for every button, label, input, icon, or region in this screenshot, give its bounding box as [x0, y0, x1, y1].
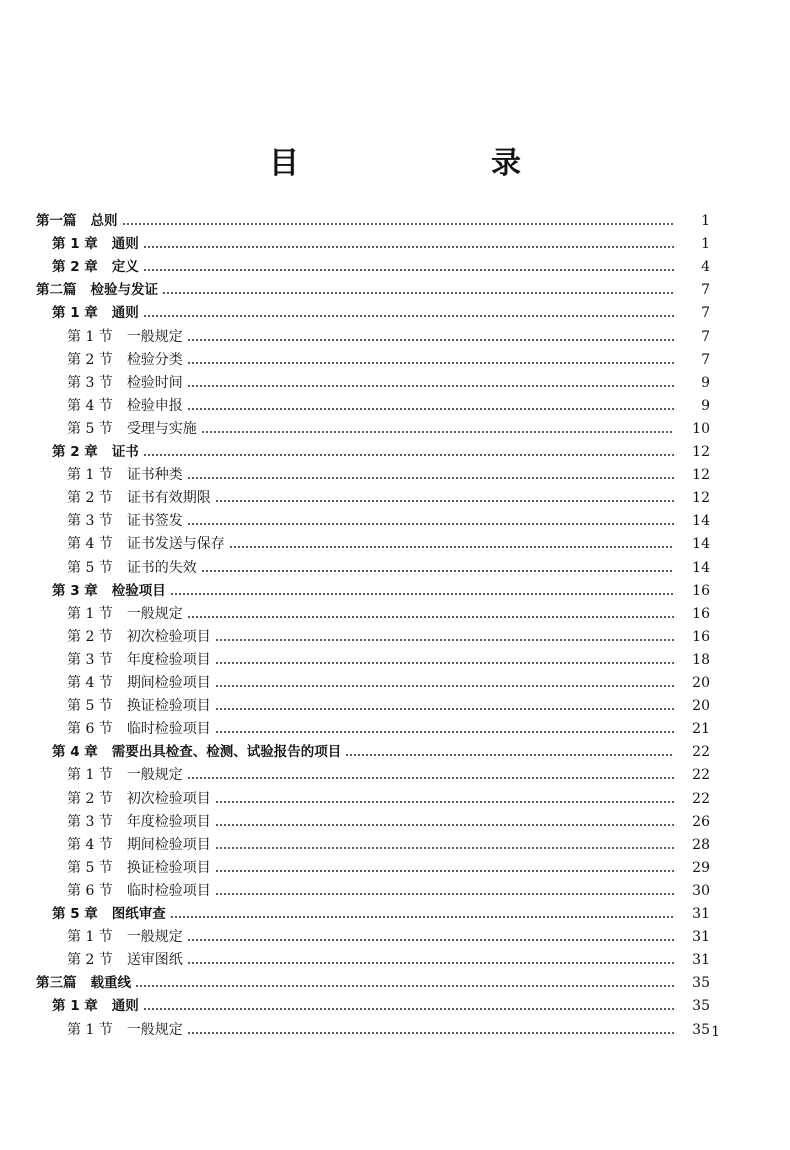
- toc-entry-page: 18: [692, 651, 710, 668]
- toc-entry-label: [67, 1019, 183, 1041]
- dot-leader: [143, 1008, 674, 1010]
- toc-entry-number: 第 4 节: [67, 836, 113, 853]
- toc-entry-page: 14: [692, 536, 710, 553]
- toc-entry-number: 第 2 节: [67, 628, 113, 645]
- toc-entry-number: 第 1 章: [52, 236, 98, 253]
- toc-entry-label: [52, 302, 139, 324]
- toc-entry-number: 第 5 节: [67, 559, 113, 576]
- toc-entry-part[interactable]: [0, 210, 790, 232]
- dot-leader: [187, 939, 674, 941]
- toc-entry-page: 30: [692, 882, 710, 899]
- toc-entry-part[interactable]: [0, 279, 790, 301]
- toc-entry-label: [67, 372, 183, 394]
- toc-entry-section[interactable]: [0, 533, 790, 555]
- toc-entry-section[interactable]: [0, 764, 790, 786]
- dot-leader: [187, 777, 674, 779]
- toc-entry-section[interactable]: [0, 510, 790, 532]
- toc-entry-number: 第 5 节: [67, 420, 113, 437]
- toc-entry-title: 一般规定: [126, 328, 183, 345]
- toc-entry-page: 28: [692, 836, 710, 853]
- toc-entry-section[interactable]: [0, 788, 790, 810]
- toc-entry-number: 第 2 章: [52, 444, 98, 460]
- toc-entry-section[interactable]: [0, 672, 790, 694]
- dot-leader: [201, 431, 674, 433]
- toc-entry-title: 通则: [111, 305, 139, 322]
- toc-entry-section[interactable]: [0, 395, 790, 417]
- toc-entry-section[interactable]: [0, 349, 790, 371]
- toc-entry-number: 第 3 节: [67, 374, 113, 391]
- toc-entry-page: 1: [701, 236, 710, 253]
- dot-leader: [143, 454, 674, 456]
- toc-entry-title: 临时检验项目: [126, 721, 211, 738]
- toc-entry-number: 第 1 节: [67, 605, 113, 622]
- toc-entry-label: [67, 649, 211, 671]
- toc-entry-number: 第 1 节: [67, 929, 113, 946]
- toc-entry-number: 第 1 节: [67, 467, 113, 484]
- toc-entry-section[interactable]: [0, 949, 790, 971]
- dot-leader: [187, 339, 674, 341]
- toc-entry-page: 20: [692, 698, 710, 715]
- toc-entry-title: 临时检验项目: [126, 882, 211, 899]
- toc-entry-section[interactable]: [0, 811, 790, 833]
- toc-entry-label: [67, 603, 183, 625]
- toc-entry-number: 第 5 章: [52, 906, 98, 922]
- toc-entry-title: 载重线: [90, 975, 131, 992]
- toc-entry-title: 证书种类: [126, 467, 183, 484]
- toc-entry-label: [67, 349, 183, 371]
- toc-entry-label: [67, 764, 183, 786]
- toc-entry-section[interactable]: [0, 718, 790, 740]
- toc-entry-chapter[interactable]: [0, 256, 790, 278]
- toc-entry-label: [52, 741, 341, 763]
- toc-entry-title: 换证检验项目: [126, 859, 211, 876]
- toc-entry-number: 第 1 章: [52, 305, 98, 322]
- toc-entry-page: 14: [692, 513, 710, 530]
- toc-entry-title: 检验分类: [126, 351, 183, 368]
- toc-entry-page: 21: [692, 721, 710, 738]
- dot-leader: [187, 962, 674, 964]
- toc-entry-label: [67, 557, 197, 579]
- toc-entry-number: 第 1 节: [67, 328, 113, 345]
- toc-entry-section[interactable]: [0, 649, 790, 671]
- dot-leader: [215, 662, 674, 664]
- dot-leader: [215, 801, 674, 803]
- toc-entry-number: 第 2 节: [67, 790, 113, 807]
- dot-leader: [187, 385, 674, 387]
- dot-leader: [345, 754, 674, 756]
- toc-entry-label: [52, 580, 166, 602]
- toc-entry-number: 第 4 节: [67, 675, 113, 691]
- toc-entry-label: [52, 903, 166, 925]
- dot-leader: [187, 477, 674, 479]
- toc-entry-number: 第 3 节: [67, 651, 113, 668]
- toc-entry-section[interactable]: [0, 695, 790, 717]
- toc-entry-title: 图纸审查: [111, 906, 166, 922]
- toc-entry-number: 第 3 节: [67, 813, 113, 830]
- toc-entry-page: 22: [692, 744, 710, 761]
- dot-leader: [215, 685, 674, 687]
- toc-entry-title: 年度检验项目: [126, 813, 211, 830]
- dot-leader: [187, 523, 674, 525]
- toc-entry-title: 期间检验项目: [126, 675, 211, 691]
- toc-entry-number: 第 4 节: [67, 536, 113, 553]
- toc-entry-title: 证书签发: [126, 513, 183, 530]
- toc-entry-title: 送审图纸: [126, 952, 183, 969]
- toc-entry-page: 35: [692, 1021, 710, 1038]
- toc-entry-label: [67, 533, 225, 555]
- toc-entry-number: 第三篇: [36, 975, 77, 992]
- dot-leader: [215, 639, 674, 641]
- toc-entry-label: [67, 418, 197, 440]
- toc-entry-number: 第 4 章: [52, 744, 98, 761]
- toc-entry-label: [67, 695, 211, 717]
- toc-entry-title: 定义: [111, 259, 139, 276]
- dot-leader: [187, 408, 674, 410]
- toc-entry-label: [67, 464, 183, 486]
- toc-entry-title: 证书有效期限: [126, 490, 211, 507]
- toc-entry-number: 第 2 节: [67, 351, 113, 368]
- toc-entry-title: 受理与实施: [126, 420, 197, 437]
- toc-entry-label: [67, 626, 211, 648]
- toc-entry-title: 需要出具检查、检测、试验报告的项目: [111, 744, 342, 761]
- toc-entry-part[interactable]: [0, 972, 790, 994]
- toc-entry-page: 9: [701, 374, 710, 391]
- toc-entry-page: 14: [692, 559, 710, 576]
- toc-entry-label: [67, 788, 211, 810]
- toc-entry-number: 第 3 章: [52, 582, 98, 599]
- toc-entry-title: 初次检验项目: [126, 628, 211, 645]
- toc-entry-page: 20: [692, 675, 710, 691]
- toc-entry-section[interactable]: [0, 372, 790, 394]
- toc-entry-number: 第 3 节: [67, 513, 113, 530]
- toc-entry-label: [52, 256, 139, 278]
- toc-entry-title: 期间检验项目: [126, 836, 211, 853]
- toc-entry-title: 通则: [111, 236, 139, 253]
- toc-entry-page: 26: [692, 813, 710, 830]
- toc-entry-number: 第 4 节: [67, 397, 113, 414]
- toc-entry-label: [36, 279, 158, 301]
- toc-entry-page: 9: [701, 397, 710, 414]
- toc-entry-title: 一般规定: [126, 767, 183, 784]
- toc-entry-page: 16: [692, 628, 710, 645]
- dot-leader: [162, 292, 674, 294]
- toc-entry-chapter[interactable]: [0, 233, 790, 255]
- toc-entry-label: [67, 510, 183, 532]
- toc-entry-page: 12: [692, 490, 710, 507]
- dot-leader: [143, 315, 674, 317]
- toc-entry-title: 一般规定: [126, 605, 183, 622]
- toc-entry-page: 16: [692, 582, 710, 599]
- toc-entry-title: 换证检验项目: [126, 698, 211, 715]
- toc-entry-label: [67, 857, 211, 879]
- toc-entry-page: 12: [692, 467, 710, 484]
- toc-entry-title: 年度检验项目: [126, 651, 211, 668]
- toc-entry-page: 35: [692, 998, 710, 1015]
- toc-entry-chapter[interactable]: [0, 741, 790, 763]
- toc-entry-title: 一般规定: [126, 1021, 183, 1038]
- toc-entry-chapter[interactable]: [0, 302, 790, 324]
- dot-leader: [215, 500, 674, 502]
- toc-entry-label: [52, 995, 139, 1017]
- dot-leader: [215, 731, 674, 733]
- toc-entry-chapter[interactable]: [0, 441, 790, 463]
- toc-entry-page: 7: [701, 282, 710, 299]
- toc-entry-label: [67, 718, 211, 740]
- toc-entry-number: 第 6 节: [67, 882, 113, 899]
- toc-entry-number: 第 1 章: [52, 998, 98, 1015]
- dot-leader: [170, 916, 674, 918]
- toc-entry-chapter[interactable]: [0, 903, 790, 925]
- toc-entry-number: 第 1 节: [67, 767, 113, 784]
- toc-entry-title: 证书的失效: [126, 559, 197, 576]
- toc-entry-section[interactable]: [0, 926, 790, 948]
- toc-entry-page: 12: [692, 444, 710, 460]
- page-title: 目 录: [269, 146, 565, 181]
- toc-entry-page: 22: [692, 767, 710, 784]
- dot-leader: [187, 362, 674, 364]
- toc-entry-label: [67, 487, 211, 509]
- toc-entry-title: 通则: [111, 998, 139, 1015]
- toc-entry-section[interactable]: [0, 834, 790, 856]
- toc-entry-page: 4: [701, 259, 710, 276]
- toc-entry-label: [52, 233, 139, 255]
- toc-entry-page: 10: [692, 420, 710, 437]
- dot-leader: [187, 616, 674, 618]
- dot-leader: [215, 847, 674, 849]
- toc-entry-section[interactable]: [0, 326, 790, 348]
- toc-entry-title: 检验项目: [111, 582, 166, 599]
- toc-entry-section[interactable]: [0, 1019, 790, 1041]
- toc-entry-number: 第 1 节: [67, 1021, 113, 1038]
- toc-entry-title: 检验时间: [126, 374, 183, 391]
- toc-entry-section[interactable]: [0, 603, 790, 625]
- toc-entry-page: 7: [701, 351, 710, 368]
- toc-entry-label: [67, 811, 211, 833]
- dot-leader: [201, 570, 674, 572]
- toc-entry-page: 7: [701, 305, 710, 322]
- toc-entry-section[interactable]: [0, 487, 790, 509]
- dot-leader: [215, 824, 674, 826]
- toc-entry-number: 第 2 节: [67, 490, 113, 507]
- dot-leader: [135, 985, 674, 987]
- toc-entry-label: [67, 949, 183, 971]
- toc-entry-chapter[interactable]: [0, 580, 790, 602]
- toc-entry-section[interactable]: [0, 557, 790, 579]
- toc-entry-page: 31: [692, 906, 710, 922]
- toc-entry-number: 第 6 节: [67, 721, 113, 738]
- toc-entry-section[interactable]: [0, 626, 790, 648]
- dot-leader: [215, 893, 674, 895]
- toc-entry-section[interactable]: [0, 880, 790, 902]
- toc-entry-section[interactable]: [0, 857, 790, 879]
- dot-leader: [187, 1032, 674, 1034]
- toc-entry-title: 总则: [90, 213, 118, 229]
- dot-leader: [215, 708, 674, 710]
- toc-entry-label: [67, 326, 183, 348]
- toc-entry-label: [67, 672, 211, 694]
- toc-entry-page: 22: [692, 790, 710, 807]
- toc-entry-label: [67, 880, 211, 902]
- dot-leader: [215, 870, 674, 872]
- toc-entry-page: 31: [692, 929, 710, 946]
- toc-entry-page: 31: [692, 952, 710, 969]
- dot-leader: [122, 223, 675, 225]
- toc-entry-title: 证书: [111, 444, 139, 460]
- toc-entry-label: [67, 834, 211, 856]
- toc-entry-label: [52, 441, 139, 463]
- toc-entry-title: 检验申报: [126, 397, 183, 414]
- dot-leader: [143, 246, 674, 248]
- toc-entry-page: 35: [692, 975, 710, 992]
- toc-entry-title: 证书发送与保存: [126, 536, 225, 553]
- dot-leader: [143, 269, 674, 271]
- toc-entry-section[interactable]: [0, 464, 790, 486]
- toc-entry-number: 第 2 章: [52, 259, 98, 276]
- toc-entry-title: 初次检验项目: [126, 790, 211, 807]
- toc-entry-chapter[interactable]: [0, 995, 790, 1017]
- toc-entry-number: 第一篇: [36, 213, 77, 229]
- toc-entry-title: 一般规定: [126, 929, 183, 946]
- toc-entry-label: [36, 210, 118, 232]
- toc-entry-label: [67, 395, 183, 417]
- dot-leader: [170, 593, 674, 595]
- toc-entry-page: 1: [701, 213, 710, 229]
- toc-entry-label: [36, 972, 131, 994]
- dot-leader: [229, 546, 674, 548]
- toc-entry-page: 7: [701, 328, 710, 345]
- page-number: 1: [711, 1024, 720, 1040]
- toc-entry-section[interactable]: [0, 418, 790, 440]
- toc-entry-number: 第 2 节: [67, 952, 113, 969]
- toc-entry-page: 16: [692, 605, 710, 622]
- toc-entry-label: [67, 926, 183, 948]
- toc-entry-title: 检验与发证: [90, 282, 158, 299]
- toc-entry-number: 第 5 节: [67, 859, 113, 876]
- toc-entry-number: 第 5 节: [67, 698, 113, 715]
- toc-entry-number: 第二篇: [36, 282, 77, 299]
- toc-entry-page: 29: [692, 859, 710, 876]
